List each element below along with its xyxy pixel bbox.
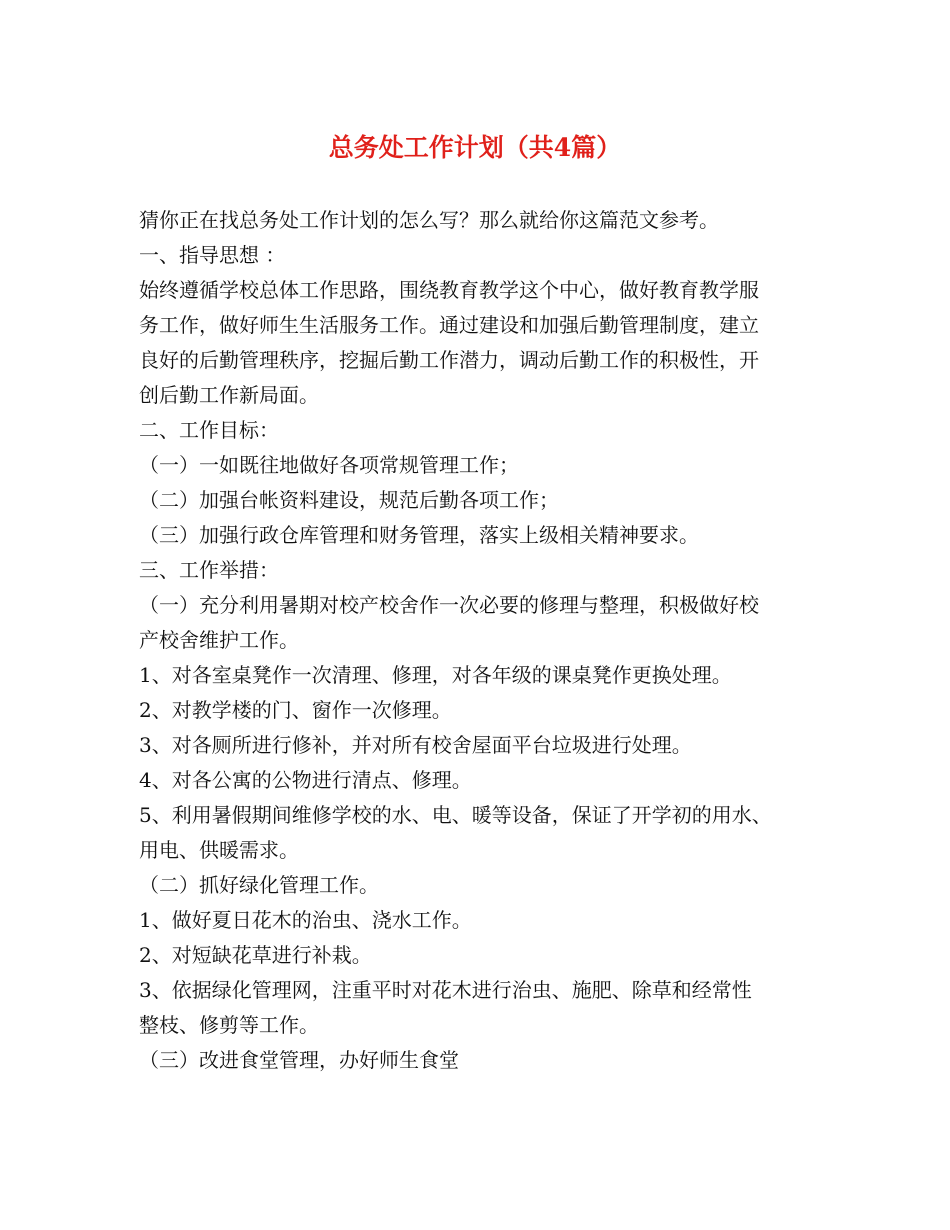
text-line: 产校舍维护工作。 — [139, 628, 299, 652]
text-line: （三）加强行政仓库管理和财务管理，落实上级相关精神要求。 — [139, 523, 699, 547]
text-line: （三）改进食堂管理，办好师生食堂 — [139, 1048, 459, 1072]
text-line: 5、利用暑假期间维修学校的水、电、暖等设备，保证了开学初的用水、 — [139, 803, 772, 827]
text-line: 4、对各公寓的公物进行清点、修理。 — [139, 768, 472, 792]
text-line: （二）抓好绿化管理工作。 — [139, 873, 379, 897]
text-line: 2、对教学楼的门、窗作一次修理。 — [139, 698, 452, 722]
text-line: （二）加强台帐资料建设，规范后勤各项工作； — [139, 488, 559, 512]
text-line: 1、对各室桌凳作一次清理、修理，对各年级的课桌凳作更换处理。 — [139, 663, 732, 687]
section-heading: 三、工作举措： — [139, 558, 279, 582]
section-heading: 二、工作目标： — [139, 418, 279, 442]
text-line: 务工作，做好师生生活服务工作。通过建设和加强后勤管理制度，建立 — [139, 313, 759, 337]
document-body — [139, 203, 839, 1078]
text-line: 整枝、修剪等工作。 — [139, 1013, 319, 1037]
text-line: （一）一如既往地做好各项常规管理工作； — [139, 453, 519, 477]
text-line: 3、对各厕所进行修补，并对所有校舍屋面平台垃圾进行处理。 — [139, 733, 692, 757]
text-line: 始终遵循学校总体工作思路，围绕教育教学这个中心，做好教育教学服 — [139, 278, 759, 302]
text-line: 猜你正在找总务处工作计划的怎么写？那么就给你这篇范文参考。 — [139, 208, 719, 232]
document-title: 总务处工作计划（共4篇） — [328, 133, 622, 162]
text-line: 良好的后勤管理秩序，挖掘后勤工作潜力，调动后勤工作的积极性，开 — [139, 348, 759, 372]
text-line: 3、依据绿化管理网，注重平时对花木进行治虫、施肥、除草和经常性 — [139, 978, 752, 1002]
text-line: 1、做好夏日花木的治虫、浇水工作。 — [139, 908, 472, 932]
text-line: 创后勤工作新局面。 — [139, 383, 319, 407]
text-line: 用电、供暖需求。 — [139, 838, 299, 862]
section-heading: 一、指导思想 ： — [139, 243, 286, 267]
text-line: （一）充分利用暑期对校产校舍作一次必要的修理与整理，积极做好校 — [139, 593, 759, 617]
text-line: 2、对短缺花草进行补栽。 — [139, 943, 372, 967]
